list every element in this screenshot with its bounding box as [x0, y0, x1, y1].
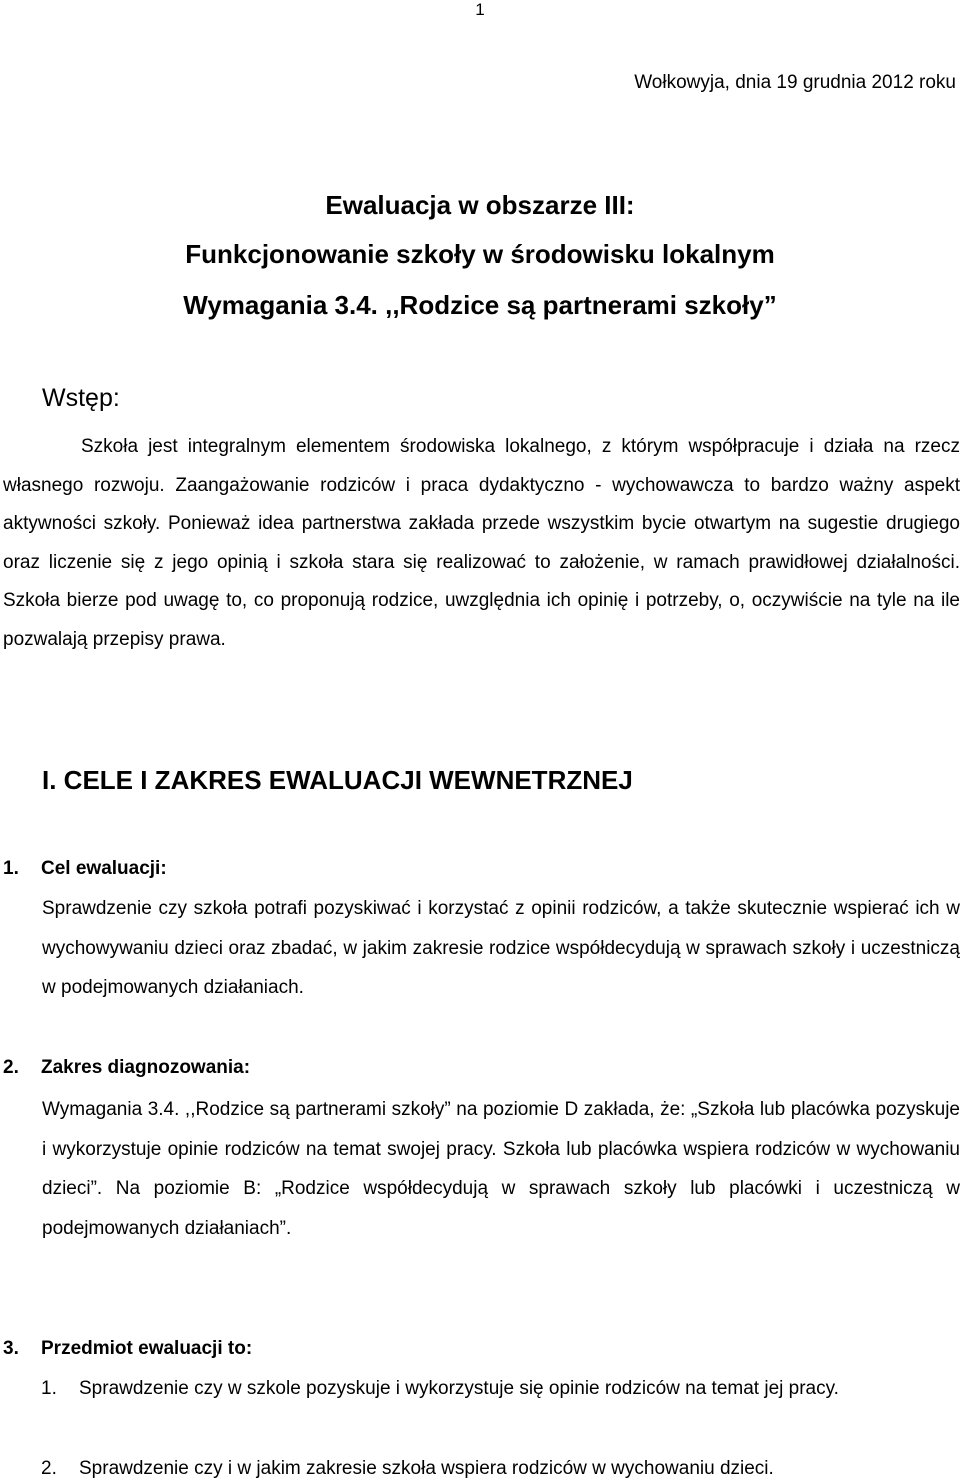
- section-2-text: Wymagania 3.4. ,,Rodzice są partnerami szkoły” na poziomie D zakłada, że: „Szkoła lub placówka pozyskuje i wykorzystuje opinie rodziców na temat swojej pracy. Szkoła lub placówka wspiera rodziców w wychowaniu dzieci”. Na poziomie B: „Rodzice współdecydują w sprawach szkoły lub placówki i uczestniczą w podejmowanych działaniach”.: [42, 1099, 960, 1239]
- list-item-1-text: Sprawdzenie czy w szkole pozyskuje i wykorzystuje się opinie rodziców na temat jej pracy.: [79, 1378, 839, 1399]
- list-item-2-number: 2.: [41, 1458, 57, 1479]
- intro-paragraph: Szkoła jest integralnym elementem środowiska lokalnego, z którym współpracuje i działa na rzecz własnego rozwoju. Zaangażowanie rodziców i praca dydaktyczno - wychowawcza to bardzo ważny aspekt aktywności szkoły. Ponieważ idea partnerstwa zakłada przede wszystkim bycie otwartym na sugestie drugiego oraz liczenie się z jego opinią i szkoła stara się realizować to założenie, w ramach prawidłowej działalności. Szkoła bierze pod uwagę to, co proponują rodzice, uwzględnia ich opinię i potrzeby, o, oczywiście na tyle na ile pozwalają przepisy prawa.: [3, 436, 960, 650]
- intro-heading: Wstęp:: [42, 384, 120, 412]
- section-heading: I. CELE I ZAKRES EWALUACJI WEWNETRZNEJ: [42, 765, 633, 795]
- title-line-1: Ewaluacja w obszarze III:: [325, 190, 635, 220]
- section-1-title: Cel ewaluacji:: [41, 858, 167, 879]
- section-1-text: Sprawdzenie czy szkoła potrafi pozyskiwać i korzystać z opinii rodziców, a także skutecznie wspierać ich w wychowywaniu dzieci oraz zbadać, w jakim zakresie rodzice współdecydują w sprawach szkoły i uczestniczą w podejmowanych działaniach.: [42, 898, 960, 998]
- list-item-1-number: 1.: [41, 1378, 57, 1399]
- section-3-number: 3.: [3, 1338, 19, 1359]
- section-3-heading: [3, 1336, 252, 1362]
- title-line-2: Funkcjonowanie szkoły w środowisku lokalnym: [185, 239, 775, 269]
- page-number: 1: [475, 0, 485, 19]
- section-3-title: Przedmiot ewaluacji to:: [41, 1338, 253, 1359]
- section-1-heading: [3, 856, 167, 882]
- section-1-number: 1.: [3, 858, 19, 879]
- section-2-title: Zakres diagnozowania:: [41, 1057, 251, 1078]
- title-line-3: Wymagania 3.4. ,,Rodzice są partnerami szkoły”: [183, 290, 777, 320]
- section-2-number: 2.: [3, 1057, 19, 1078]
- date-line: Wołkowyja, dnia 19 grudnia 2012 roku: [634, 72, 956, 93]
- section-2-heading: [3, 1055, 250, 1081]
- list-item-2-text: Sprawdzenie czy i w jakim zakresie szkoła wspiera rodziców w wychowaniu dzieci.: [79, 1458, 774, 1479]
